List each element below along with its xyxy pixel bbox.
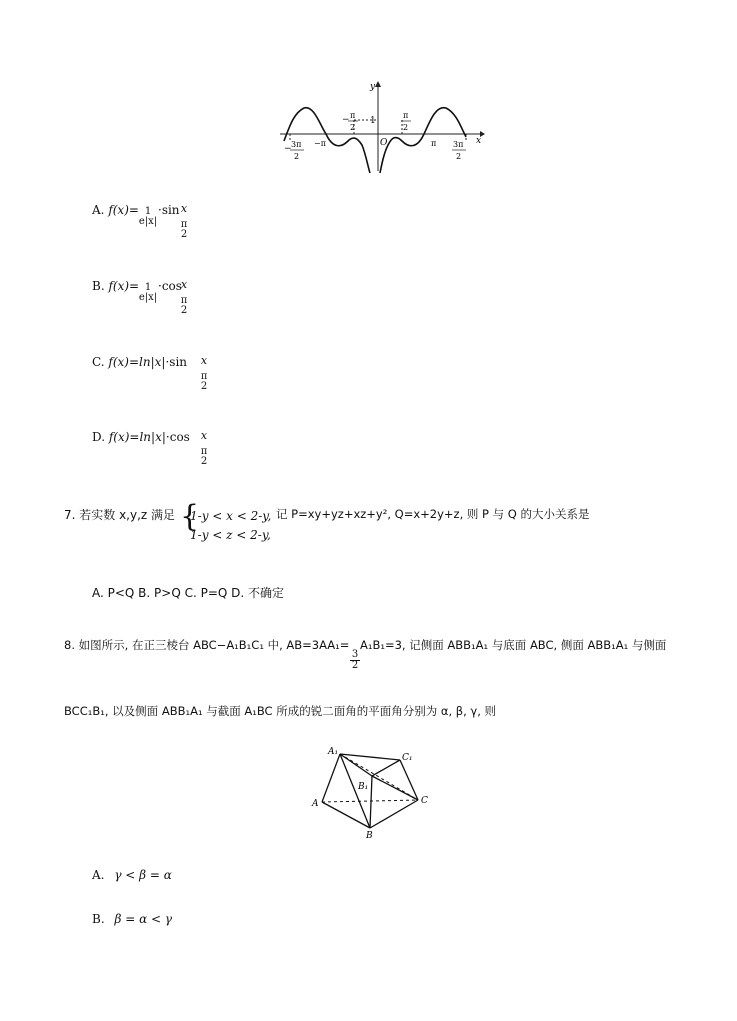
tick-3pi-over-2: 3π [453,140,464,149]
q8-option-b[interactable]: B. β = α < γ [92,912,173,926]
q7-stem: 7. 若实数 x,y,z 满足 [64,508,176,522]
label-A1: A₁ [328,747,339,757]
tick-pi-over-2: π [403,111,409,120]
y-axis-arrow-icon [375,81,381,87]
label-A: A [312,799,319,809]
label-C1: C₁ [402,753,413,763]
svg-text:2: 2 [403,123,409,132]
tick-pi: π [431,139,437,148]
svg-text:−: − [342,115,350,125]
one-label: 1 [370,116,376,126]
option-b[interactable]: B. f(x)= [92,279,140,293]
label-B1: B₁ [358,782,369,792]
option-c[interactable]: C. f(x)=ln|x|·sin [92,355,188,369]
q8-line1-a: 8. 如图所示, 在正三棱台 ABC−A₁B₁C₁ 中, AB=3AA₁= [64,638,350,652]
q7-options[interactable]: A. P<Q B. P>Q C. P=Q D. 不确定 [92,586,285,600]
tick-neg-3pi-over-2: 3π [291,140,302,149]
q7-brace: { [180,499,200,534]
y-axis-label: y [370,82,376,92]
svg-text:2: 2 [294,152,300,161]
tick-neg-pi: −π [314,139,326,148]
svg-text:−: − [284,144,292,154]
svg-text:2: 2 [456,152,462,161]
function-graph [280,75,485,175]
q8-option-a[interactable]: A. γ < β = α [92,868,172,882]
option-d[interactable]: D. f(x)=ln|x|·cos [92,430,190,444]
option-a[interactable]: A. f(x)= [92,203,139,217]
origin-label: O [380,138,388,148]
q7-rest: 记 P=xy+yz+xz+y², Q=x+2y+z, 则 P 与 Q 的大小关系是 [276,507,590,521]
label-C: C [421,796,428,806]
q8-line2: BCC₁B₁, 以及侧面 ABB₁A₁ 与截面 A₁BC 所成的锐二面角的平面角分别为 α, β, γ, 则 [64,704,497,718]
svg-text:2: 2 [350,123,356,132]
frustum-figure [300,740,440,840]
x-axis-label: x [476,136,482,146]
label-B: B [366,831,373,840]
tick-neg-pi-over-2: π [350,111,356,120]
q8-line1-b: A₁B₁=3, 记侧面 ABB₁A₁ 与底面 ABC, 侧面 ABB₁A₁ 与侧面 [360,638,667,652]
q7-condition-2: 1-y < z < 2-y, [190,528,271,542]
q7-condition-1: 1-y < x < 2-y, [190,509,272,523]
